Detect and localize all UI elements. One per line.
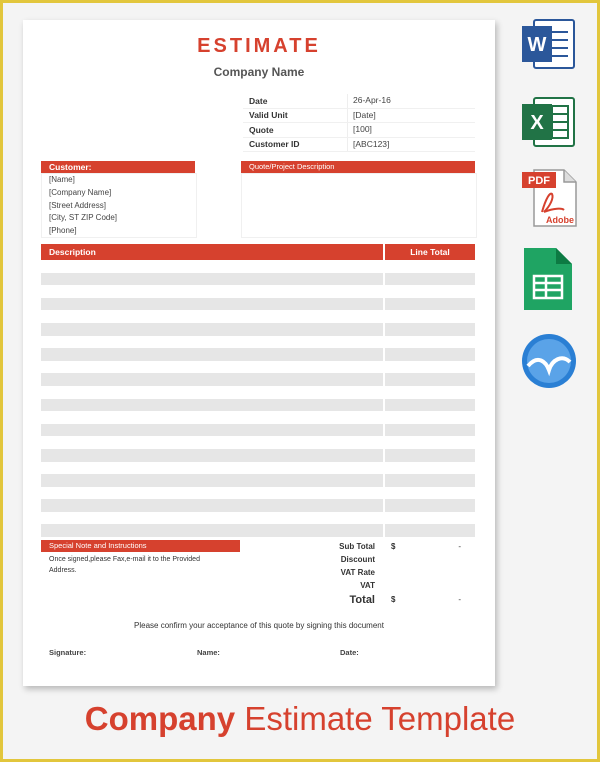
totals-label: Discount	[340, 555, 375, 564]
info-row-date	[243, 94, 475, 109]
banner-bold-text: Company	[84, 700, 236, 737]
description-cell	[41, 449, 383, 462]
description-cell	[41, 260, 383, 273]
description-cell	[41, 436, 383, 449]
table-row	[41, 323, 475, 336]
openoffice-icon[interactable]	[520, 332, 578, 395]
table-row	[41, 462, 475, 475]
customer-line: [Street Address]	[49, 200, 106, 210]
description-cell	[41, 524, 383, 537]
description-cell	[41, 487, 383, 500]
totals-row-vat-rate	[319, 566, 479, 579]
line-total-cell	[385, 474, 475, 487]
line-total-cell	[385, 336, 475, 349]
word-icon-letter: W	[527, 34, 547, 56]
special-note-heading: Special Note and Instructions	[41, 540, 240, 552]
table-row	[41, 361, 475, 374]
description-cell	[41, 499, 383, 512]
line-total-column-header: Line Total	[385, 244, 475, 260]
table-row	[41, 499, 475, 512]
description-cell	[41, 424, 383, 437]
word-icon[interactable]	[520, 18, 576, 75]
template-banner	[0, 700, 600, 738]
description-cell	[41, 310, 383, 323]
line-total-cell	[385, 323, 475, 336]
line-total-cell	[385, 411, 475, 424]
description-cell	[41, 273, 383, 286]
table-row	[41, 260, 475, 273]
description-cell	[41, 399, 383, 412]
table-row	[41, 411, 475, 424]
totals-value: -	[458, 542, 461, 551]
totals-row-sub-total	[319, 540, 479, 553]
customer-heading: Customer:	[41, 161, 195, 173]
table-row	[41, 386, 475, 399]
line-total-cell	[385, 487, 475, 500]
table-row	[41, 487, 475, 500]
line-total-cell	[385, 361, 475, 374]
line-total-cell	[385, 524, 475, 537]
totals-label: VAT Rate	[340, 568, 375, 577]
table-row	[41, 436, 475, 449]
confirm-text: Please confirm your acceptance of this quote by signing this document	[134, 621, 384, 630]
line-total-cell	[385, 399, 475, 412]
description-cell	[41, 361, 383, 374]
totals-row-total	[319, 592, 479, 607]
info-label: Customer ID	[249, 139, 300, 150]
line-total-cell	[385, 386, 475, 399]
excel-icon-letter: X	[530, 112, 544, 134]
banner-text: Estimate Template	[235, 700, 516, 737]
table-row	[41, 512, 475, 525]
line-total-cell	[385, 499, 475, 512]
totals-block	[319, 540, 479, 607]
customer-lines	[49, 174, 117, 238]
totals-row-vat	[319, 579, 479, 592]
totals-value: -	[458, 595, 461, 604]
info-table	[243, 94, 475, 152]
table-row	[41, 424, 475, 437]
line-total-cell	[385, 462, 475, 475]
sheets-icon[interactable]	[520, 246, 576, 319]
table-row	[41, 449, 475, 462]
line-total-cell	[385, 449, 475, 462]
table-row	[41, 524, 475, 537]
customer-line: [Phone]	[49, 226, 77, 236]
info-value: [ABC123]	[347, 138, 389, 152]
date-label: Date:	[340, 648, 359, 657]
special-note-text: Once signed,please Fax,e-mail it to the Provided Address.	[49, 556, 200, 574]
info-label: Date	[249, 95, 268, 106]
line-total-cell	[385, 512, 475, 525]
pdf-icon-label: PDF	[528, 175, 550, 187]
quote-description-box	[241, 173, 477, 238]
description-cell	[41, 285, 383, 298]
table-row	[41, 373, 475, 386]
info-row-quote	[243, 123, 475, 138]
line-items-table	[41, 260, 475, 537]
line-total-cell	[385, 373, 475, 386]
quote-description-heading: Quote/Project Description	[241, 161, 475, 173]
info-label: Valid Unit	[249, 110, 288, 121]
company-name: Company Name	[213, 65, 305, 79]
line-total-cell	[385, 310, 475, 323]
document-title: ESTIMATE	[197, 35, 321, 57]
totals-label: VAT	[360, 581, 375, 590]
line-total-cell	[385, 273, 475, 286]
totals-currency: $	[391, 542, 396, 551]
line-total-cell	[385, 436, 475, 449]
estimate-document	[23, 20, 495, 686]
line-total-cell	[385, 348, 475, 361]
info-value: 26-Apr-16	[347, 94, 391, 108]
customer-line: [City, ST ZIP Code]	[49, 213, 118, 223]
totals-row-discount	[319, 553, 479, 566]
description-cell	[41, 298, 383, 311]
line-total-cell	[385, 298, 475, 311]
excel-icon[interactable]	[520, 96, 576, 153]
info-value: [Date]	[347, 109, 376, 123]
line-total-cell	[385, 285, 475, 298]
info-row-customer-id	[243, 138, 475, 153]
description-cell	[41, 474, 383, 487]
description-cell	[41, 386, 383, 399]
customer-line: [Name]	[49, 175, 75, 184]
description-cell	[41, 462, 383, 475]
pdf-icon-sub: Adobe	[546, 215, 574, 225]
totals-currency: $	[391, 595, 396, 604]
description-cell	[41, 411, 383, 424]
info-value: [100]	[347, 123, 372, 137]
description-cell	[41, 323, 383, 336]
pdf-icon[interactable]	[520, 168, 578, 233]
description-cell	[41, 348, 383, 361]
info-row-valid-unit	[243, 109, 475, 124]
table-row	[41, 298, 475, 311]
table-row	[41, 285, 475, 298]
table-row	[41, 399, 475, 412]
line-total-cell	[385, 424, 475, 437]
signature-label: Signature:	[49, 648, 87, 657]
table-row	[41, 310, 475, 323]
description-column-header: Description	[41, 244, 383, 260]
name-label: Name:	[197, 648, 220, 657]
customer-line: [Company Name]	[49, 187, 112, 197]
table-row	[41, 474, 475, 487]
totals-label: Total	[349, 593, 375, 606]
description-cell	[41, 512, 383, 525]
table-row	[41, 336, 475, 349]
totals-label: Sub Total	[339, 542, 375, 551]
line-total-cell	[385, 260, 475, 273]
info-label: Quote	[249, 124, 274, 135]
description-cell	[41, 336, 383, 349]
description-cell	[41, 373, 383, 386]
table-row	[41, 273, 475, 286]
table-row	[41, 348, 475, 361]
